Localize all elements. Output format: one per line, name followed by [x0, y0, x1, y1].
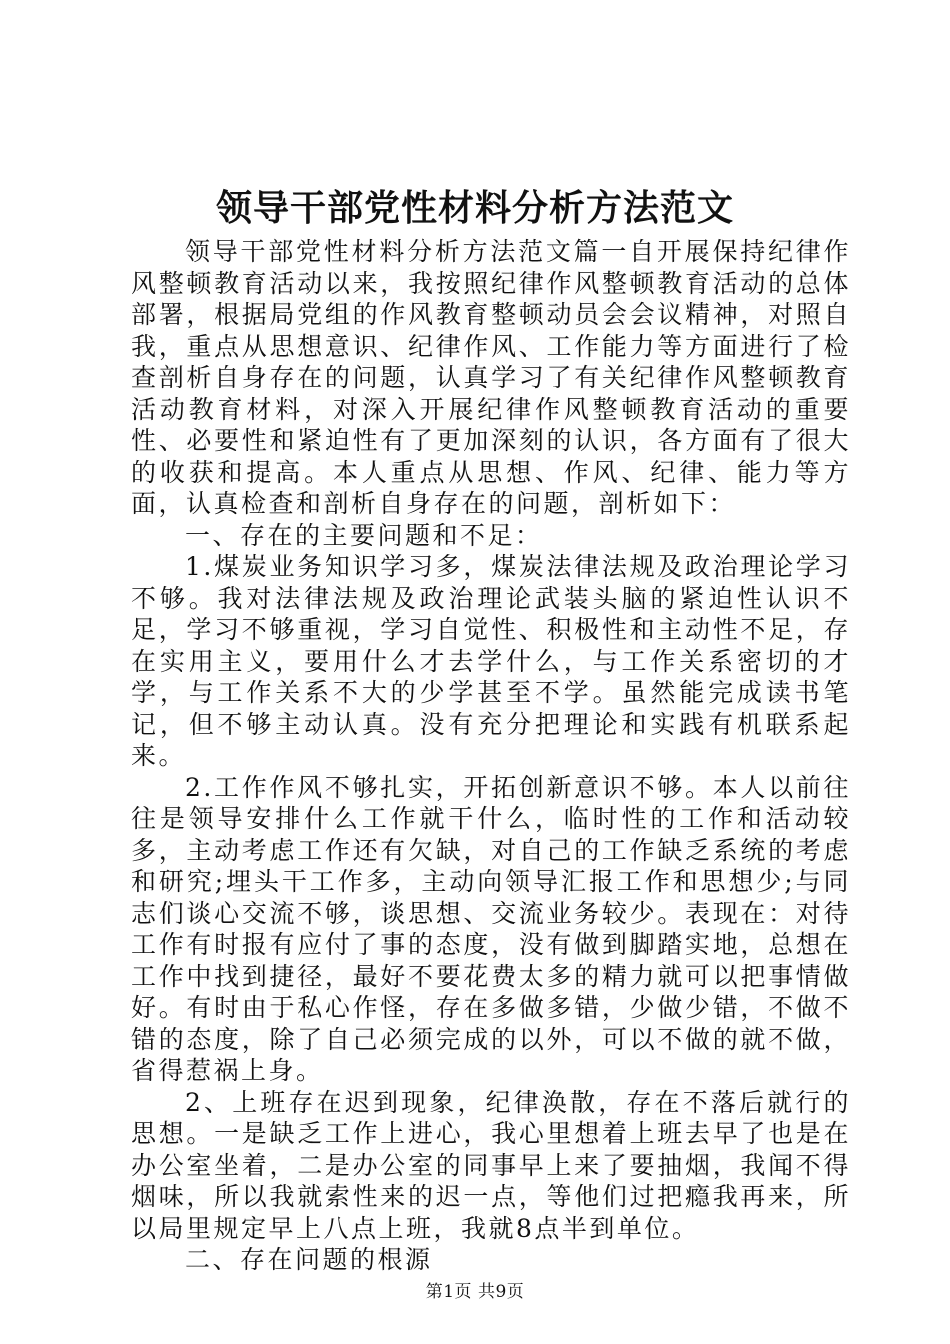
paragraph-intro: 领导干部党性材料分析方法范文篇一自开展保持纪律作风整顿教育活动以来，我按照纪律作风整顿教育活动的总体部署，根据局党组的作风教育整顿动员会会议精神，对照自我，重点从思想意识、纪律作风、工作能力等方面进行了检查剖析自身存在的问题，认真学习了有关纪律作风整顿教育活动教育材料，对深入开展纪律作风整顿教育活动的重要性、必要性和紧迫性有了更加深刻的认识，各方面有了很大的收获和提高。本人重点从思想、作风、纪律、能力等方面，认真检查和剖析自身存在的问题，剖析如下： — [131, 237, 851, 518]
section-heading-problems: 一、存在的主要问题和不足： — [185, 520, 543, 550]
paragraph-item-1: 1.煤炭业务知识学习多，煤炭法律法规及政治理论学习不够。我对法律法规及政治理论武装头脑的紧迫性认识不足，学习不够重视，学习自觉性、积极性和主动性不足，存在实用主义，要用什么才去学什么，与工作关系密切的才学，与工作关系不大的少学甚至不学。虽然能完成读书笔记，但不够主动认真。没有充分把理论和实践有机联系起来。 — [131, 552, 851, 770]
document-body — [131, 236, 851, 1276]
page-footer: 第1页 共9页 — [425, 1282, 525, 1302]
paragraph-item-2: 2.工作作风不够扎实，开拓创新意识不够。本人以前往往是领导安排什么工作就干什么，临时性的工作和活动较多，主动考虑工作还有欠缺，对自己的工作缺乏系统的考虑和研究;埋头干工作多，主动向领导汇报工作和思想少;与同志们谈心交流不够，谈思想、交流业务较少。表现在：对待工作有时报有应付了事的态度，没有做到脚踏实地，总想在工作中找到捷径，最好不要花费太多的精力就可以把事情做好。有时由于私心作怪，存在多做多错，少做少错，不做不错的态度，除了自己必须完成的以外，可以不做的就不做，省得惹祸上身。 — [131, 772, 851, 1085]
section-heading-roots: 二、存在问题的根源 — [185, 1245, 433, 1274]
document-title: 领导干部党性材料分析方法范文 — [215, 187, 734, 229]
paragraph-item-2b: 2、上班存在迟到现象，纪律涣散，存在不落后就行的思想。一是缺乏工作上进心，我心里想着上班去早了也是在办公室坐着，二是办公室的同事早上来了要抽烟，我闻不得烟味，所以我就索性来的迟一点，等他们过把瘾我再来，所以局里规定早上八点上班，我就8点半到单位。 — [131, 1087, 851, 1243]
